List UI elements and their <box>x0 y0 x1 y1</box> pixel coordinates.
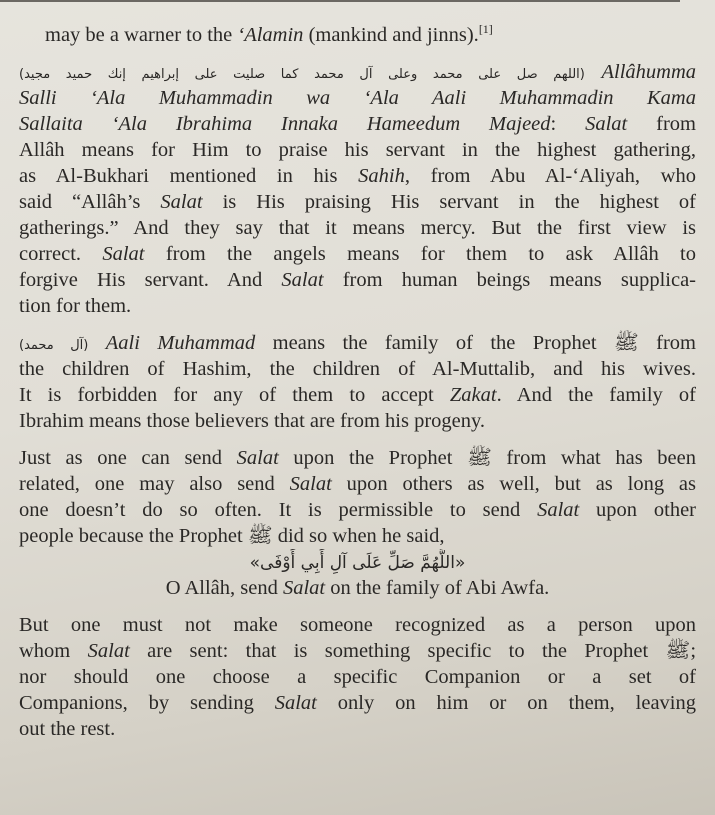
text-segment <box>88 332 105 354</box>
italic-text: Salat <box>281 269 324 291</box>
text-line <box>19 612 696 638</box>
centered-line <box>19 549 696 575</box>
text-line <box>45 22 696 48</box>
italic-text: Salat <box>102 243 145 265</box>
italic-text: Aali Muhammad <box>105 332 256 354</box>
text-line <box>19 163 696 189</box>
paragraph <box>19 612 696 742</box>
italic-text: Zakat <box>449 384 497 406</box>
paragraph <box>19 445 696 601</box>
text-line <box>19 471 696 497</box>
text-line <box>19 59 696 85</box>
text-segment: , from Abu Al-‘Aliyah, who <box>404 165 696 187</box>
italic-text: Sahih <box>358 165 405 187</box>
italic-text: Salat <box>160 191 203 213</box>
text-segment: may be a warner to the <box>45 24 238 46</box>
text-segment: whom <box>19 640 88 662</box>
text-segment: nor should one choose a specific Companion or a set of <box>19 666 696 688</box>
text-line <box>19 189 696 215</box>
text-line <box>19 85 696 111</box>
italic-text: Salat <box>537 499 580 521</box>
text-segment: Ibrahim means those believers that are from his progeny. <box>19 410 486 432</box>
text-segment: correct. <box>19 243 103 265</box>
italic-text: Allâhumma <box>584 61 696 83</box>
italic-text: Sallaita ‘Ala Ibrahima Innaka Hameedum Majeed <box>19 113 551 135</box>
arabic-text: «اللَّهُمَّ صَلِّ عَلَى آلِ أَبِي أَوْفَى» <box>249 553 466 573</box>
text-segment: upon others as well, but as long as <box>331 473 696 495</box>
text-segment: tion for them. <box>19 295 132 317</box>
text-line <box>19 382 696 408</box>
italic-text: Salat <box>236 447 279 469</box>
text-line <box>19 445 696 471</box>
text-segment: out the rest. <box>19 718 116 740</box>
text-segment: the children of Hashim, the children of Al-Muttalib, and his wives. <box>19 358 696 380</box>
text-segment: Allâh means for Him to praise his servant in the highest gathering, <box>19 139 696 161</box>
italic-text: ‘Alamin <box>237 24 304 46</box>
text-line <box>19 497 696 523</box>
text-line <box>19 293 696 319</box>
text-segment: gatherings.” And they say that it means mercy. But the first view is <box>19 217 696 239</box>
text-line <box>19 241 696 267</box>
text-segment: from the angels means for them to ask Allâh to <box>144 243 696 265</box>
italic-text: Salat <box>87 640 130 662</box>
italic-text: Salli ‘Ala Muhammadin wa ‘Ala Aali Muhammadin Kama <box>19 87 696 109</box>
text-segment: means the family of the Prophet ﷺ from <box>255 332 696 354</box>
text-segment: is His praising His servant in the highest of <box>202 191 696 213</box>
paragraph <box>19 330 696 434</box>
text-line <box>19 137 696 163</box>
text-segment: Just as one can send <box>19 447 237 469</box>
text-segment: O Allâh, send <box>165 577 283 599</box>
text-segment: Companions, by sending <box>19 692 275 714</box>
text-line <box>19 267 696 293</box>
text-segment: as Al-Bukhari mentioned in his <box>19 165 359 187</box>
arabic-text: (اللهم صل على محمد وعلى آل محمد كما صليت على إبراهيم إنك حميد مجيد) <box>19 67 585 82</box>
text-segment: upon the Prophet ﷺ from what has been <box>278 447 696 469</box>
text-segment: (mankind and jinns). <box>303 24 479 46</box>
text-segment: It is forbidden for any of them to accept <box>19 384 450 406</box>
text-segment: forgive His servant. And <box>19 269 282 291</box>
text-segment: people because the Prophet ﷺ did so when he said, <box>19 525 445 547</box>
text-line <box>19 111 696 137</box>
book-page-text <box>19 22 696 753</box>
text-line <box>19 716 696 742</box>
footnote-ref: [1] <box>478 22 493 36</box>
text-segment: are sent: that is something specific to the Prophet ﷺ; <box>129 640 696 662</box>
text-segment: But one must not make someone recognized as a person upon <box>19 614 696 636</box>
text-line <box>19 330 696 356</box>
text-segment: . And the family of <box>496 384 696 406</box>
paragraph <box>19 22 696 48</box>
arabic-text: (آل محمد) <box>19 338 89 353</box>
text-line <box>19 690 696 716</box>
text-line <box>19 408 696 434</box>
text-line <box>19 523 696 549</box>
text-segment: upon other <box>579 499 696 521</box>
text-segment: one doesn’t do so often. It is permissible to send <box>19 499 538 521</box>
text-segment: on the family of Abi Awfa. <box>325 577 550 599</box>
text-segment: from human beings means supplica- <box>323 269 696 291</box>
text-line <box>19 215 696 241</box>
centered-line <box>19 575 696 601</box>
italic-text: Salat <box>585 113 628 135</box>
text-segment: related, one may also send <box>19 473 290 495</box>
text-line <box>19 638 696 664</box>
header-rule <box>0 0 680 2</box>
text-line <box>19 356 696 382</box>
text-line <box>19 664 696 690</box>
text-segment: said “Allâh’s <box>19 191 161 213</box>
text-segment: from <box>627 113 696 135</box>
paragraph <box>19 59 696 319</box>
italic-text: Salat <box>289 473 332 495</box>
text-segment: only on him or on them, leaving <box>316 692 696 714</box>
text-segment: : <box>550 113 586 135</box>
italic-text: Salat <box>274 692 317 714</box>
italic-text: Salat <box>282 577 326 599</box>
